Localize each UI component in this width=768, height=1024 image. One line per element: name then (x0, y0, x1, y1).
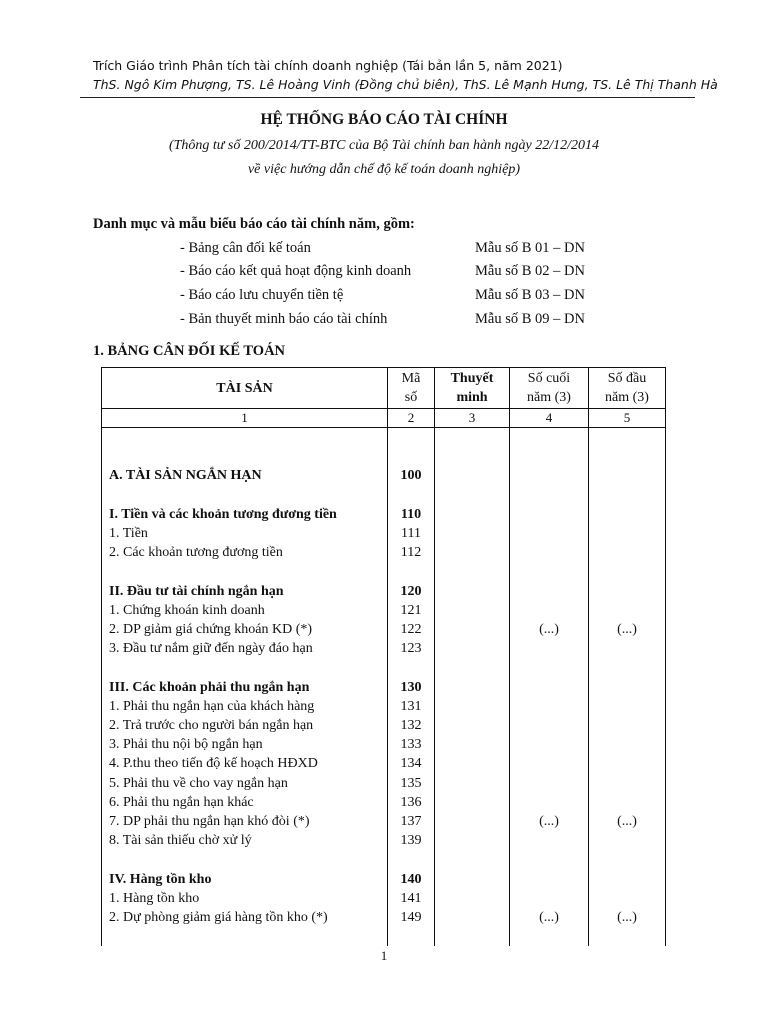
report-item (180, 311, 585, 328)
row-name: A. TÀI SẢN NGẮN HẠN (102, 466, 388, 485)
row-code: 100 (388, 466, 435, 485)
header-divider (80, 97, 695, 98)
end-of-year-value: (...) (510, 812, 589, 831)
report-name: - Báo cáo kết quả hoạt động kinh doanh (180, 263, 412, 279)
subtitle-line-2: về việc hướng dẫn chế độ kế toán doanh nghiệp) (247, 162, 521, 177)
table-row (102, 543, 666, 562)
report-list-intro: Danh mục và mẫu biểu báo cáo tài chính năm, gồm: (93, 216, 415, 232)
table-row (102, 908, 666, 927)
table-row (102, 639, 666, 658)
row-name: 1. Phải thu ngắn hạn của khách hàng (102, 697, 388, 716)
subtitle-line-1: (Thông tư số 200/2014/TT-BTC của Bộ Tài chính ban hành ngày 22/12/2014 (168, 138, 600, 153)
row-code: 141 (388, 889, 435, 908)
row-code: 120 (388, 582, 435, 601)
table-row (102, 870, 666, 889)
report-item (180, 263, 585, 280)
row-name: 8. Tài sản thiếu chờ xử lý (102, 831, 388, 850)
header-asset: TÀI SẢN (102, 368, 388, 409)
report-form-code: Mẫu số B 01 – DN (475, 240, 585, 256)
row-name: 1. Tiền (102, 524, 388, 543)
header-begin-of-year: Số đầu năm (3) (589, 368, 666, 409)
row-code: 123 (388, 639, 435, 658)
column-index: 4 (510, 409, 589, 428)
end-of-year-value: (...) (510, 908, 589, 927)
report-item (180, 287, 585, 304)
table-row (102, 774, 666, 793)
row-code: 139 (388, 831, 435, 850)
column-index: 2 (388, 409, 435, 428)
report-item (180, 240, 585, 257)
row-name: 3. Phải thu nội bộ ngắn hạn (102, 735, 388, 754)
begin-of-year-value: (...) (589, 620, 666, 639)
begin-of-year-value: (...) (589, 908, 666, 927)
header-code: Mã số (388, 368, 435, 409)
row-code: 121 (388, 601, 435, 620)
row-name: 2. DP giảm giá chứng khoán KD (*) (102, 620, 388, 639)
column-index: 5 (589, 409, 666, 428)
table-row (102, 466, 666, 485)
row-code: 149 (388, 908, 435, 927)
row-name: III. Các khoản phải thu ngắn hạn (102, 678, 388, 697)
page-number: 1 (380, 948, 388, 963)
column-index: 3 (435, 409, 510, 428)
row-code: 131 (388, 697, 435, 716)
end-of-year-value: (...) (510, 620, 589, 639)
row-code: 132 (388, 716, 435, 735)
section-title: 1. BẢNG CÂN ĐỐI KẾ TOÁN (93, 343, 286, 359)
report-name: - Báo cáo lưu chuyển tiền tệ (180, 287, 344, 303)
table-row (102, 735, 666, 754)
table-row (102, 716, 666, 735)
row-code: 136 (388, 793, 435, 812)
balance-sheet-table (101, 367, 666, 946)
row-name: I. Tiền và các khoản tương đương tiền (102, 505, 388, 524)
report-name: - Bảng cân đối kế toán (180, 240, 311, 256)
row-name: 2. Các khoản tương đương tiền (102, 543, 388, 562)
row-code: 130 (388, 678, 435, 697)
row-code: 122 (388, 620, 435, 639)
report-form-code: Mẫu số B 09 – DN (475, 311, 585, 327)
row-name: IV. Hàng tồn kho (102, 870, 388, 889)
row-name: II. Đầu tư tài chính ngắn hạn (102, 582, 388, 601)
table-row (102, 505, 666, 524)
header-note: Thuyết minh (435, 368, 510, 409)
table-row (102, 831, 666, 850)
header-end-of-year: Số cuối năm (3) (510, 368, 589, 409)
row-code: 112 (388, 543, 435, 562)
row-name: 7. DP phải thu ngắn hạn khó đòi (*) (102, 812, 388, 831)
table-row (102, 678, 666, 697)
table-row (102, 754, 666, 773)
document-title: HỆ THỐNG BÁO CÁO TÀI CHÍNH (260, 111, 508, 128)
row-code: 135 (388, 774, 435, 793)
table-row (102, 524, 666, 543)
table-row (102, 582, 666, 601)
row-code: 137 (388, 812, 435, 831)
row-name: 6. Phải thu ngắn hạn khác (102, 793, 388, 812)
row-code: 140 (388, 870, 435, 889)
authors-line: ThS. Ngô Kim Phượng, TS. Lê Hoàng Vinh (Đồng chủ biên), ThS. Lê Mạnh Hưng, TS. Lê Thị Thanh Hà (93, 77, 718, 92)
table-row (102, 793, 666, 812)
table-row (102, 601, 666, 620)
row-name: 1. Chứng khoán kinh doanh (102, 601, 388, 620)
row-name: 3. Đầu tư nắm giữ đến ngày đáo hạn (102, 639, 388, 658)
row-code: 134 (388, 754, 435, 773)
table-row (102, 697, 666, 716)
table-row (102, 620, 666, 639)
report-name: - Bản thuyết minh báo cáo tài chính (180, 311, 388, 327)
begin-of-year-value: (...) (589, 812, 666, 831)
row-code: 133 (388, 735, 435, 754)
source-line: Trích Giáo trình Phân tích tài chính doanh nghiệp (Tái bản lần 5, năm 2021) (93, 58, 563, 73)
row-name: 2. Dự phòng giảm giá hàng tồn kho (*) (102, 908, 388, 927)
page-header (93, 56, 718, 94)
table-row (102, 889, 666, 908)
row-name: 2. Trả trước cho người bán ngắn hạn (102, 716, 388, 735)
column-index: 1 (102, 409, 388, 428)
table-row (102, 812, 666, 831)
column-index-row (102, 409, 666, 428)
row-name: 5. Phải thu về cho vay ngắn hạn (102, 774, 388, 793)
report-form-code: Mẫu số B 03 – DN (475, 287, 585, 303)
row-name: 1. Hàng tồn kho (102, 889, 388, 908)
report-form-code: Mẫu số B 02 – DN (475, 263, 585, 279)
row-code: 111 (388, 524, 435, 543)
row-code: 110 (388, 505, 435, 524)
row-name: 4. P.thu theo tiến độ kế hoạch HĐXD (102, 754, 388, 773)
